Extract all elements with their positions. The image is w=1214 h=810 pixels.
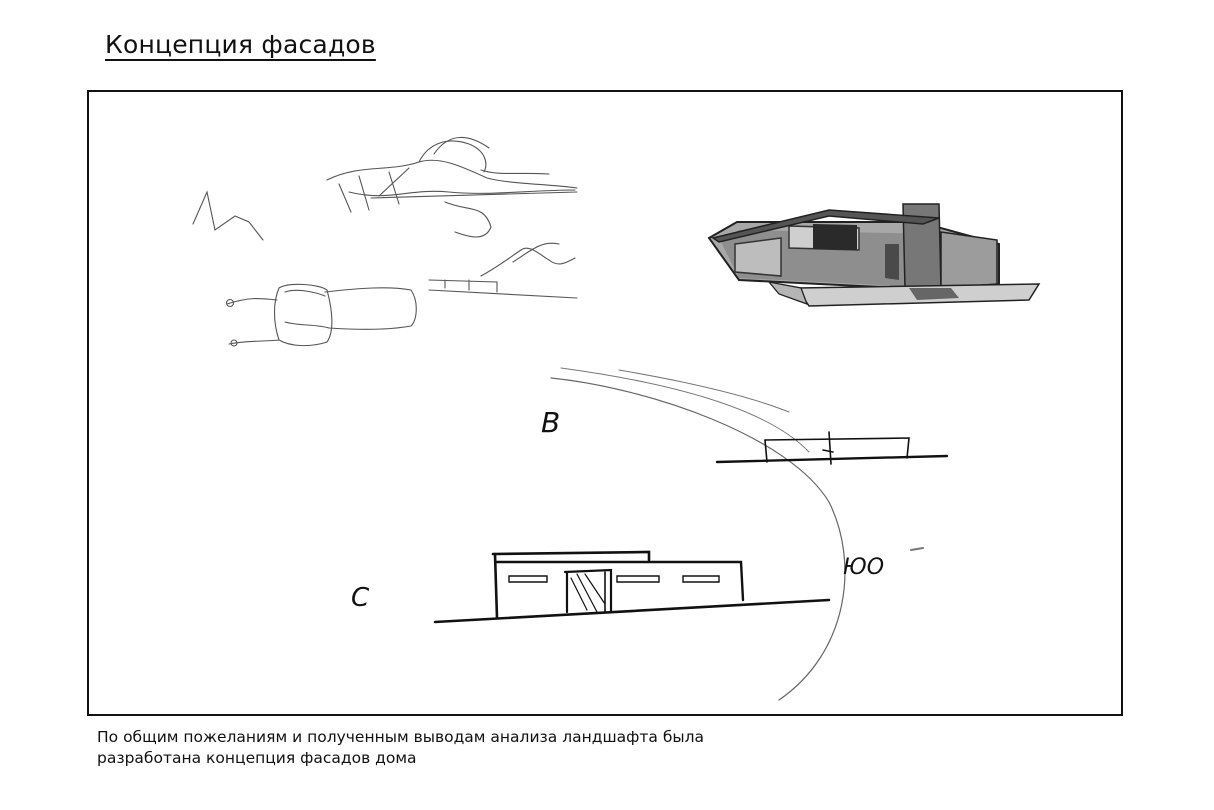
sketch-frame: [87, 90, 1123, 716]
orientation-label-south-east: ЮО: [843, 555, 885, 580]
sketch-canvas: [89, 92, 1121, 714]
caption-line-2: разработана концепция фасадов дома: [97, 749, 417, 767]
landscape-sketch-middle: [227, 243, 578, 346]
house-render: [709, 204, 1039, 306]
orientation-label-east: В: [541, 406, 561, 439]
page-title: Концепция фасадов: [105, 30, 376, 59]
site-plan-sketch: [435, 368, 947, 700]
landscape-sketch-top: [193, 137, 577, 240]
orientation-label-south: С: [351, 583, 370, 613]
caption-line-1: По общим пожеланиям и полученным выводам анализа ландшафта была: [97, 728, 705, 746]
page-caption: [97, 727, 997, 769]
pencil-mark: [911, 548, 923, 550]
